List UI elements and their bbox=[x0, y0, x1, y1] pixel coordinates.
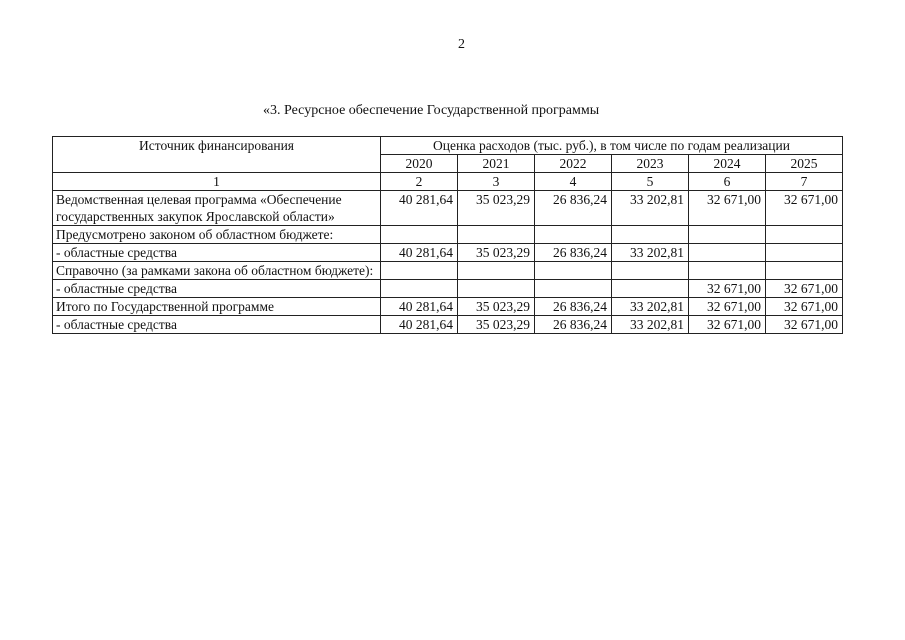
cell-value bbox=[381, 226, 458, 244]
cell-value bbox=[612, 280, 689, 298]
cell-value: 32 671,00 bbox=[689, 191, 766, 226]
cell-value: 26 836,24 bbox=[535, 298, 612, 316]
cell-value: 32 671,00 bbox=[766, 298, 843, 316]
cell-value: 35 023,29 bbox=[458, 298, 535, 316]
row-label: Справочно (за рамками закона об областном бюджете): bbox=[53, 262, 381, 280]
year-header: 2023 bbox=[612, 155, 689, 173]
cell-value: 35 023,29 bbox=[458, 191, 535, 226]
column-number: 6 bbox=[689, 173, 766, 191]
cell-value bbox=[458, 226, 535, 244]
column-number: 5 bbox=[612, 173, 689, 191]
table-row bbox=[53, 316, 843, 334]
column-number: 1 bbox=[53, 173, 381, 191]
table-row bbox=[53, 191, 843, 226]
cell-value bbox=[535, 262, 612, 280]
estimate-header: Оценка расходов (тыс. руб.), в том числе по годам реализации bbox=[381, 137, 843, 155]
table-row bbox=[53, 280, 843, 298]
cell-value: 32 671,00 bbox=[766, 316, 843, 334]
cell-value: 26 836,24 bbox=[535, 316, 612, 334]
cell-value: 33 202,81 bbox=[612, 191, 689, 226]
cell-value: 26 836,24 bbox=[535, 244, 612, 262]
source-header: Источник финансирования bbox=[53, 137, 381, 173]
row-label: - областные средства bbox=[53, 244, 381, 262]
year-header: 2022 bbox=[535, 155, 612, 173]
table-row bbox=[53, 244, 843, 262]
cell-value: 35 023,29 bbox=[458, 244, 535, 262]
column-number: 4 bbox=[535, 173, 612, 191]
cell-value: 32 671,00 bbox=[689, 316, 766, 334]
year-header: 2025 bbox=[766, 155, 843, 173]
cell-value: 35 023,29 bbox=[458, 316, 535, 334]
cell-value bbox=[535, 226, 612, 244]
cell-value bbox=[689, 226, 766, 244]
row-label: Итого по Государственной программе bbox=[53, 298, 381, 316]
cell-value bbox=[535, 280, 612, 298]
cell-value bbox=[458, 262, 535, 280]
column-number: 3 bbox=[458, 173, 535, 191]
year-header: 2020 bbox=[381, 155, 458, 173]
table-row bbox=[53, 226, 843, 244]
section-title: «3. Ресурсное обеспечение Государственной программы bbox=[263, 103, 600, 118]
cell-value: 40 281,64 bbox=[381, 316, 458, 334]
cell-value: 33 202,81 bbox=[612, 316, 689, 334]
cell-value: 33 202,81 bbox=[612, 298, 689, 316]
cell-value bbox=[612, 226, 689, 244]
cell-value: 40 281,64 bbox=[381, 191, 458, 226]
cell-value bbox=[766, 226, 843, 244]
cell-value: 40 281,64 bbox=[381, 244, 458, 262]
row-label: - областные средства bbox=[53, 316, 381, 334]
year-header: 2024 bbox=[689, 155, 766, 173]
cell-value bbox=[689, 262, 766, 280]
cell-value: 32 671,00 bbox=[689, 298, 766, 316]
cell-value bbox=[381, 280, 458, 298]
cell-value: 26 836,24 bbox=[535, 191, 612, 226]
cell-value: 32 671,00 bbox=[689, 280, 766, 298]
cell-value: 40 281,64 bbox=[381, 298, 458, 316]
cell-value: 32 671,00 bbox=[766, 191, 843, 226]
table-row bbox=[53, 298, 843, 316]
table-row bbox=[53, 262, 843, 280]
year-header: 2021 bbox=[458, 155, 535, 173]
cell-value bbox=[458, 280, 535, 298]
row-label: Ведомственная целевая программа «Обеспечение государственных закупок Ярославской области» bbox=[53, 191, 381, 226]
cell-value bbox=[381, 262, 458, 280]
column-number: 7 bbox=[766, 173, 843, 191]
cell-value bbox=[766, 262, 843, 280]
column-number-row bbox=[53, 173, 843, 191]
row-label: Предусмотрено законом об областном бюджете: bbox=[53, 226, 381, 244]
cell-value bbox=[766, 244, 843, 262]
cell-value bbox=[689, 244, 766, 262]
cell-value: 33 202,81 bbox=[612, 244, 689, 262]
cell-value bbox=[612, 262, 689, 280]
page-number: 2 bbox=[458, 37, 465, 52]
row-label: - областные средства bbox=[53, 280, 381, 298]
resource-table bbox=[52, 136, 843, 334]
cell-value: 32 671,00 bbox=[766, 280, 843, 298]
column-number: 2 bbox=[381, 173, 458, 191]
